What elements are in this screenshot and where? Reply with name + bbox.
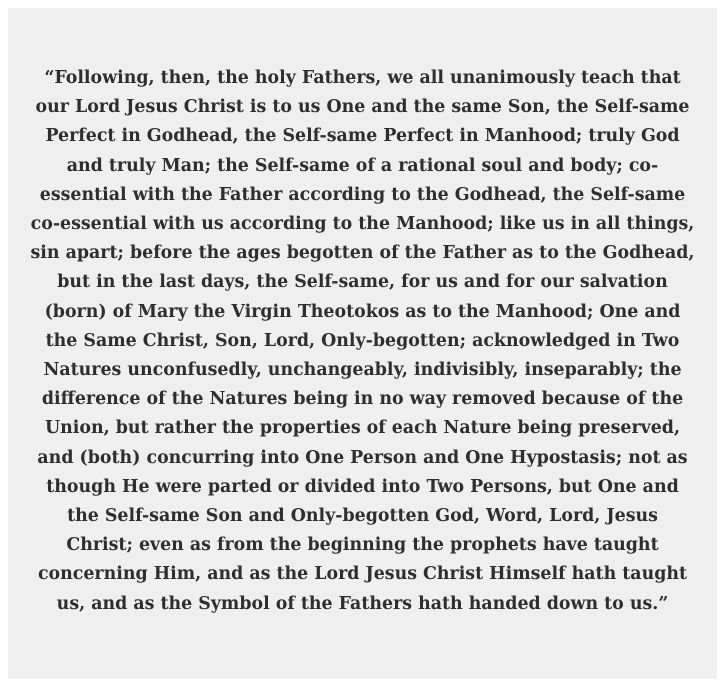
quote-line: and truly Man; the Self-same of a rational soul and body; co- bbox=[66, 155, 659, 176]
quote-line: the Self-same Son and Only-begotten God, Word, Lord, Jesus bbox=[67, 506, 658, 527]
quote-line: but in the last days, the Self-same, for us and for our salvation bbox=[57, 272, 668, 293]
quote-line: sin apart; before the ages begotten of the Father as to the Godhead, bbox=[30, 243, 695, 264]
quote-line: (born) of Mary the Virgin Theotokos as to the Manhood; One and bbox=[44, 301, 681, 322]
quote-line: co-essential with us according to the Manhood; like us in all things, bbox=[30, 214, 695, 235]
quote-line: essential with the Father according to the Godhead, the Self-same bbox=[39, 184, 686, 205]
quote-line: difference of the Natures being in no way removed because of the bbox=[41, 389, 684, 410]
quote-line: our Lord Jesus Christ is to us One and the same Son, the Self-same bbox=[35, 97, 690, 118]
quote-line: Perfect in Godhead, the Self-same Perfect in Manhood; truly God bbox=[45, 126, 680, 147]
quote-text bbox=[28, 64, 697, 619]
quote-line: concerning Him, and as the Lord Jesus Christ Himself hath taught bbox=[37, 564, 688, 585]
quote-line: though He were parted or divided into Two Persons, but One and bbox=[46, 476, 679, 497]
quote-line: us, and as the Symbol of the Fathers hath handed down to us.” bbox=[56, 593, 669, 614]
quote-line: Natures unconfusedly, unchangeably, indivisibly, inseparably; the bbox=[43, 360, 682, 381]
quote-line: the Same Christ, Son, Lord, Only-begotten; acknowledged in Two bbox=[45, 330, 680, 351]
quote-line: Christ; even as from the beginning the prophets have taught bbox=[66, 535, 659, 556]
quote-line: Union, but rather the properties of each Nature being preserved, bbox=[44, 418, 681, 439]
quote-line: and (both) concurring into One Person and One Hypostasis; not as bbox=[37, 447, 688, 468]
quote-line: “Following, then, the holy Fathers, we all unanimously teach that bbox=[44, 68, 681, 88]
quote-panel bbox=[8, 8, 717, 679]
